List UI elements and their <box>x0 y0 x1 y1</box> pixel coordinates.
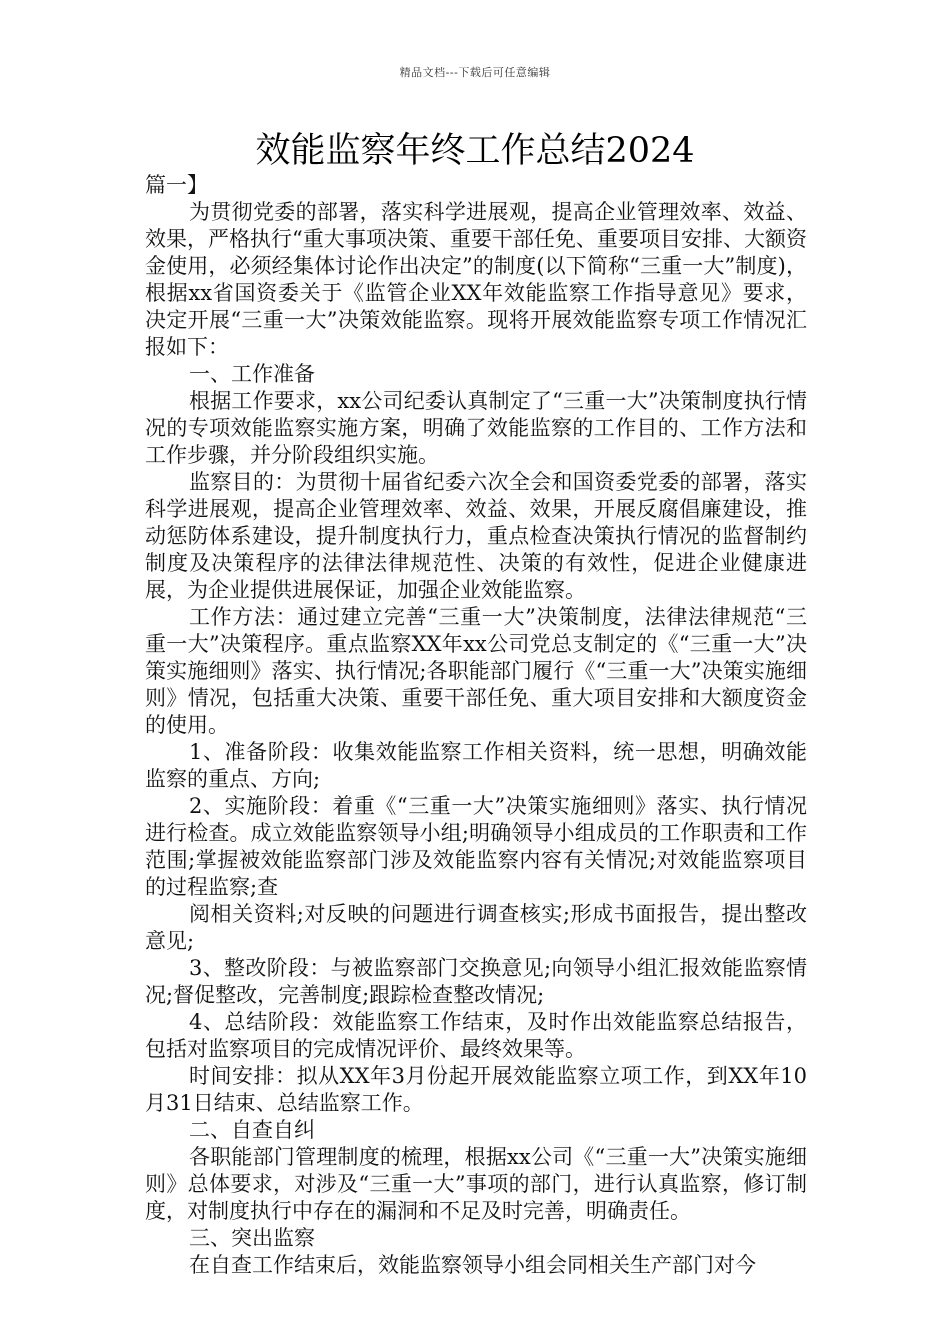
paragraph-intro: 为贯彻党委的部署，落实科学进展观，提高企业管理效率、效益、效果，严格执行“重大事项决策、重要干部任免、重要项目安排、大额资金使用，必须经集体讨论作出决定”的制度(以下简称“三重一大”制度)，根据xx省国资委关于《监管企业XX年效能监察工作指导意见》要求，决定开展“三重一大”决策效能监察。现将开展效能监察专项工作情况汇报如下： <box>145 200 807 359</box>
heading-self-check: 二、自查自纠 <box>189 1118 315 1142</box>
header-note: 精品文档---下载后可任意编辑 <box>399 66 551 79</box>
paragraph-stage-2-cont: 阅相关资料;对反映的问题进行调查核实;形成书面报告，提出整改意见; <box>145 902 807 953</box>
paragraph-purpose: 监察目的：为贯彻十届省纪委六次全会和国资委党委的部署，落实科学进展观，提高企业管理效率、效益、效果，开展反腐倡廉建设，推动惩防体系建设，提升制度执行力，重点检查决策执行情况的监督制约制度及决策程序的法律法律规范性、决策的有效性，促进企业健康进展，为企业提供进展保证，加强企业效能监察。 <box>145 470 807 602</box>
paragraph-stage-4: 4、总结阶段：效能监察工作结束，及时作出效能监察总结报告，包括对监察项目的完成情况评价、最终效果等。 <box>145 1010 807 1061</box>
heading-focus-supervision: 三、突出监察 <box>189 1226 315 1250</box>
document-body <box>145 172 807 1279</box>
paragraph-stage-1: 1、准备阶段：收集效能监察工作相关资料，统一思想，明确效能监察的重点、方向; <box>145 740 807 791</box>
heading-work-preparation: 一、工作准备 <box>189 362 315 386</box>
paragraph-schedule: 时间安排：拟从XX年3月份起开展效能监察立项工作，到XX年10月31日结束、总结监察工作。 <box>145 1064 807 1115</box>
paragraph-preparation: 根据工作要求，xx公司纪委认真制定了“三重一大”决策制度执行情况的专项效能监察实施方案，明确了效能监察的工作目的、工作方法和工作步骤，并分阶段组织实施。 <box>145 389 807 467</box>
paragraph-self-check: 各职能部门管理制度的梳理，根据xx公司《“三重一大”决策实施细则》总体要求，对涉及“三重一大”事项的部门，进行认真监察，修订制度，对制度执行中存在的漏洞和不足及时完善，明确责任。 <box>145 1145 807 1223</box>
paragraph-stage-3: 3、整改阶段：与被监察部门交换意见;向领导小组汇报效能监察情况;督促整改，完善制度;跟踪检查整改情况; <box>145 956 807 1007</box>
paragraph-stage-2: 2、实施阶段：着重《“三重一大”决策实施细则》落实、执行情况进行检查。成立效能监察领导小组;明确领导小组成员的工作职责和工作范围;掌握被效能监察部门涉及效能监察内容有关情况;对效能监察项目的过程监察;查 <box>145 794 807 899</box>
document-title: 效能监察年终工作总结2024 <box>255 131 695 171</box>
section-label: 篇一】 <box>145 173 208 197</box>
paragraph-method: 工作方法：通过建立完善“三重一大”决策制度，法律法律规范“三重一大”决策程序。重点监察XX年xx公司党总支制定的《“三重一大”决策实施细则》落实、执行情况;各职能部门履行《“三重一大”决策实施细则》情况，包括重大决策、重要干部任免、重大项目安排和大额度资金的使用。 <box>145 605 807 737</box>
paragraph-focus-supervision: 在自查工作结束后，效能监察领导小组会同相关生产部门对今 <box>189 1253 756 1277</box>
